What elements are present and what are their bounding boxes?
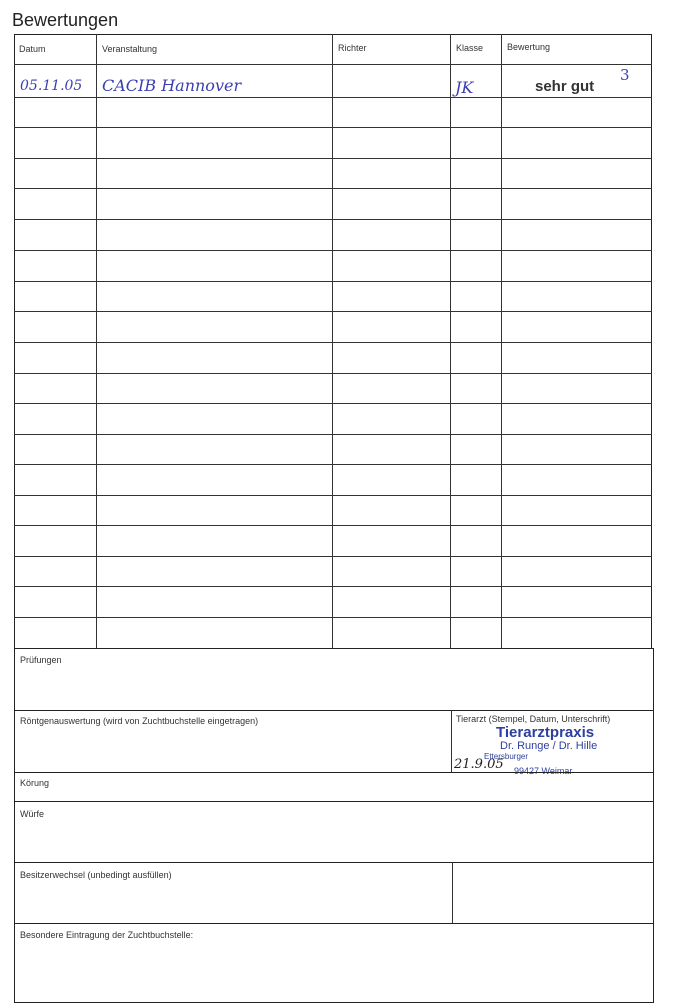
roentgen-label: Röntgenauswertung (wird von Zuchtbuchstelle eingetragen) (20, 716, 259, 726)
column-header-richter: Richter (338, 43, 367, 53)
row-line (14, 342, 652, 343)
row-line (14, 525, 652, 526)
wuerfe-box (14, 801, 654, 863)
row-line (14, 158, 652, 159)
entry-klasse: JK (455, 78, 474, 97)
row-line (14, 127, 652, 128)
wuerfe-label: Würfe (20, 809, 45, 819)
row-line (14, 97, 652, 98)
column-header-klasse: Klasse (456, 43, 484, 53)
row-line (14, 495, 652, 496)
row-line (14, 311, 652, 312)
page-title: Bewertungen (12, 10, 119, 30)
stamp-line3: Ettersburger (484, 752, 529, 761)
besitzerwechsel-divider (452, 862, 453, 924)
tierarzt-divider (451, 710, 452, 773)
row-line (14, 434, 652, 435)
entry-veranstaltung: CACIB Hannover (102, 76, 242, 95)
row-line (14, 188, 652, 189)
koerung-label: Körung (20, 778, 50, 788)
row-line (14, 586, 652, 587)
row-line (14, 556, 652, 557)
stamp-line2: Dr. Runge / Dr. Hille (500, 740, 598, 752)
row-line (14, 281, 652, 282)
row-line (14, 373, 652, 374)
row-line (14, 250, 652, 251)
stamp-line4: 99427 Weimar (514, 766, 573, 776)
pruefungen-label: Prüfungen (20, 655, 62, 665)
row-line (14, 617, 652, 618)
row-line (14, 64, 652, 65)
entry-datum: 05.11.05 (20, 78, 83, 94)
row-line (14, 403, 652, 404)
column-header-datum: Datum (19, 44, 46, 54)
besitzerwechsel-label: Besitzerwechsel (unbedingt ausfüllen) (20, 870, 172, 880)
column-header-veranstaltung: Veranstaltung (102, 44, 158, 54)
besondere-label: Besondere Eintragung der Zuchtbuchstelle: (20, 930, 194, 940)
entry-platz: 3 (620, 66, 630, 84)
entry-bewertung: sehr gut (535, 78, 595, 95)
stamp-line1: Tierarztpraxis (496, 724, 595, 741)
column-header-bewertung: Bewertung (507, 42, 551, 52)
koerung-box (14, 772, 654, 802)
row-line (14, 219, 652, 220)
stamp-date: 21.9.05 (454, 757, 504, 772)
pruefungen-box (14, 648, 654, 711)
tierarzt-label: Tierarzt (Stempel, Datum, Unterschrift) (456, 714, 611, 724)
row-line (14, 464, 652, 465)
